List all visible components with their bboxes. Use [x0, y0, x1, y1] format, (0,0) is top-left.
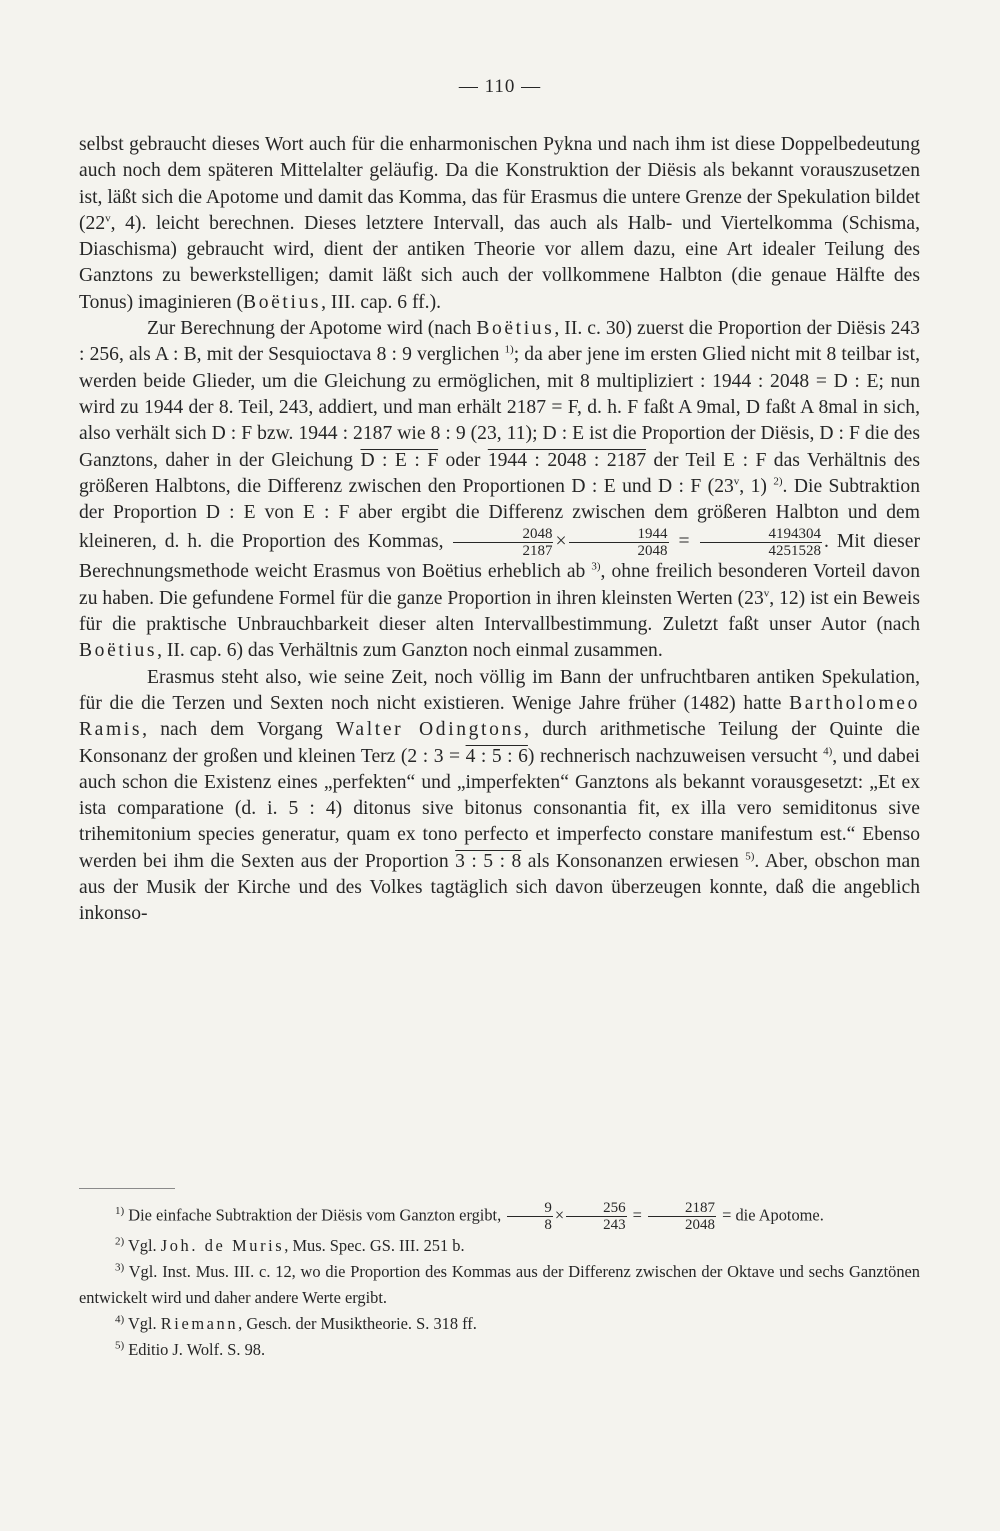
denominator: 8	[544, 1217, 552, 1233]
footnote-ref: 1)	[504, 343, 514, 356]
text-run: , nach dem Vorgang	[142, 719, 336, 741]
text-run: , Gesch. der Musiktheorie. S. 318 ff.	[238, 1314, 477, 1333]
fraction	[566, 1200, 627, 1233]
paragraph-2	[79, 316, 920, 665]
text-run: , II. cap. 6) das Verhältnis zum Ganzton noch einmal zusammen.	[157, 640, 663, 662]
equals-sign: =	[632, 1205, 642, 1225]
text-run: , 1)	[739, 475, 774, 497]
footnote-mark: 5)	[115, 1339, 125, 1352]
numerator: 256	[566, 1200, 627, 1217]
page-number-header: — 110 —	[458, 76, 542, 97]
text-run: Die einfache Subtraktion der Diësis vom Ganzton ergibt,	[124, 1205, 506, 1225]
fraction	[507, 1200, 553, 1233]
text-run: Erasmus steht also, wie seine Zeit, noch völlig im Bann der unfruchtbaren antiken Spekulation, für die die Terzen und Sexten noch nicht existieren. Wenige Jahre früher (1482) hatte	[79, 666, 920, 714]
text-run: , durch arithmetische Teilung der Quinte die Konsonanz der großen und kleinen Terz (2 : 3 =	[79, 719, 920, 767]
text-run: der Teil E : F das Verhältnis des größeren Halbtons, die Differenz zwischen den Proportionen D : E und D : F (23	[79, 449, 920, 497]
denominator: 4251528	[768, 543, 822, 560]
equals-sign: =	[678, 531, 690, 553]
denominator: 243	[603, 1217, 626, 1233]
footnotes	[79, 1200, 920, 1363]
text-run: , Mus. Spec. GS. III. 251 b.	[284, 1236, 465, 1255]
spaced-name: Joh. de Muris	[160, 1236, 285, 1255]
spaced-name: Walter Odingtons	[335, 719, 525, 741]
spaced-name: Riemann	[160, 1314, 239, 1333]
footnote-ref: 5)	[745, 850, 755, 863]
denominator: 2048	[685, 1217, 716, 1233]
superscript: v	[733, 475, 740, 488]
footnote-mark: 1)	[115, 1204, 125, 1217]
footnote-divider	[79, 1188, 175, 1189]
text-run: . Mit dieser Berechnungsmethode weicht Erasmus von Boëtius erheblich ab	[79, 531, 920, 583]
text-run: Vgl.	[124, 1314, 161, 1333]
text-run: Vgl. Inst. Mus. III. c. 12, wo die Proportion des Kommas aus der Differenz zwischen der Oktave und sechs Ganztönen entwickelt wird und daher andere Werte ergibt.	[79, 1262, 920, 1307]
spaced-name: Boëtius	[243, 291, 322, 313]
footnote-3	[79, 1259, 920, 1311]
times-sign: ×	[555, 531, 567, 553]
numerator: 2187	[648, 1200, 716, 1217]
fraction	[700, 526, 823, 559]
spaced-name: Boëtius	[79, 640, 158, 662]
denominator: 2048	[637, 543, 668, 560]
text-run: , II. c. 30) zuerst die Proportion der Diësis 243 : 256, als A : B, mit der Sesquioctava 8 : 9 verglichen	[79, 318, 920, 366]
fraction	[453, 526, 553, 559]
text-run: selbst gebraucht dieses Wort auch für die enharmonischen Pykna und nach ihm ist diese Doppelbedeutung auch noch dem späteren Mittelalter geläufig. Da die Konstruktion der Diësis als bekannt vorauszusetzen ist, läßt sich die Apotome und damit das Komma, das für Erasmus die untere Grenze der Spekulation bildet (22	[79, 134, 920, 234]
text-run: ) rechnerisch nachzuweisen versucht	[527, 745, 824, 767]
footnote-5	[79, 1337, 920, 1363]
paragraph-1	[79, 132, 920, 316]
footnote-mark: 4)	[115, 1313, 125, 1326]
footnote-2	[79, 1233, 920, 1259]
text-run: ; da aber jene im ersten Glied nicht mit 8 teilbar ist, werden beide Glieder, um die Gleichung zu ermöglichen, mit 8 multipliziert : 1944 : 2048 = D : E; nun wird zu 1944 der 8. Teil, 243, addiert, und man erhält 2187 = F, d. h. F faßt A 9mal, D faßt A 8mal in sich, also verhält sich D : F bzw. 1944 : 2187 wie 8 : 9 (23, 11); D : E ist die Proportion der Diësis, D : F die des Ganztons, daher in der Gleichung	[79, 344, 921, 471]
times-sign: ×	[554, 1205, 565, 1225]
numerator: 2048	[453, 526, 553, 543]
text-run: als Konsonanzen erwiesen	[521, 850, 746, 872]
footnote-mark: 2)	[115, 1235, 125, 1248]
footnote-ref: 4)	[823, 745, 833, 757]
overlined-proportion: 1944 : 2048 : 2187	[487, 449, 647, 471]
footnote-4	[79, 1311, 920, 1337]
fraction	[569, 526, 669, 559]
spaced-name: Boëtius	[476, 318, 555, 340]
paragraph-3	[79, 665, 920, 928]
overlined-proportion: 3 : 5 : 8	[455, 850, 522, 872]
footnote-ref: 2)	[773, 475, 783, 488]
footnote-mark: 3)	[115, 1261, 125, 1274]
fraction	[648, 1200, 716, 1233]
overlined-proportion: 4 : 5 : 6	[465, 745, 528, 767]
denominator: 2187	[522, 543, 553, 560]
text-run: , und dabei auch schon die Existenz eines „perfekten“ und „imperfekten“ Ganztons als bekannt vorausgesetzt: „Et ex ista comparatione (d. i. 5 : 4) ditonus sive bitonus consonantia fit, ex illa vero semiditonus sive trihemitonium species generatur, quam ex tono perfecto et imperfecto constare manifestum est.“ Ebenso werden bei ihm die Sexten aus der Proportion	[79, 745, 920, 872]
text-run: , ohne freilich besonderen Vorteil davon zu haben. Die gefundene Formel für die ganze Proportion in ihren kleinsten Werten (23	[79, 561, 921, 609]
overlined-proportion: D : E : F	[360, 449, 439, 471]
text-run: oder	[438, 449, 488, 471]
superscript: v	[105, 212, 111, 225]
text-run: , III. cap. 6 ff.).	[321, 291, 441, 313]
numerator: 1944	[569, 526, 669, 543]
text-run: die Apotome.	[731, 1205, 824, 1225]
text-run: , 12) ist ein Beweis für die praktische Unbrauchbarkeit dieser alten Intervallbestimmung. Zuletzt faßt unser Autor (nach	[79, 587, 920, 636]
text-run: Zur Berechnung der Apotome wird (nach	[147, 318, 477, 340]
spaced-name: Bartholomeo Ramis	[79, 692, 920, 741]
superscript: v	[763, 587, 770, 600]
text-run: Editio J. Wolf. S. 98.	[124, 1340, 266, 1359]
text-run: Vgl.	[124, 1236, 161, 1255]
numerator: 9	[507, 1200, 553, 1217]
equals-sign: =	[722, 1205, 732, 1225]
text-run: , 4). leicht berechnen. Dieses letztere Intervall, das auch als Halb- und Viertelkomma (Schisma, Diaschisma) gebraucht wird, dient der antiken Theorie vor allem dazu, eine Art idealer Teilung des Ganztons zu bewerkstelligen; damit läßt sich auch der vollkommene Halbton (die genaue Hälfte des Tonus) imaginieren (	[79, 212, 920, 313]
main-text	[79, 132, 920, 928]
text-run: . Die Subtraktion der Proportion D : E von E : F aber ergibt die Differenz zwischen dem größeren Halbton und dem kleineren, d. h. die Proportion des Kommas,	[79, 475, 920, 553]
numerator: 4194304	[700, 526, 823, 543]
text-run: . Aber, obschon man aus der Musik der Kirche und des Volkes tagtäglich sich davon überzeugen konnte, daß die angeblich inkonso-	[79, 850, 920, 925]
footnote-ref: 3)	[591, 560, 601, 573]
footnote-1	[79, 1200, 920, 1233]
